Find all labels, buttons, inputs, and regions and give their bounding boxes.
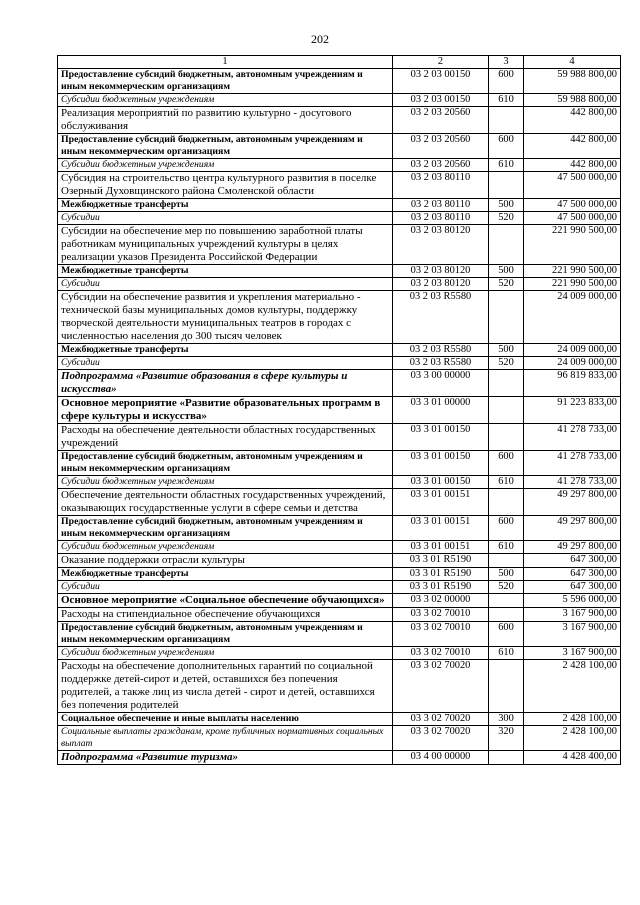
row-sum-cell: 41 278 733,00: [524, 451, 621, 476]
table-row: [58, 594, 621, 608]
table-row: [58, 489, 621, 516]
row-code-cell: 03 3 02 70010: [393, 608, 489, 622]
row-type-cell: 600: [489, 451, 524, 476]
table-row: [58, 225, 621, 265]
header-col-3: 3: [489, 56, 524, 69]
row-name-cell: Межбюджетные трансферты: [58, 199, 393, 212]
row-code-cell: 03 3 01 00150: [393, 451, 489, 476]
table-row: [58, 212, 621, 225]
row-type-cell: [489, 397, 524, 424]
table-row: [58, 581, 621, 594]
row-type-cell: 600: [489, 69, 524, 94]
row-name-cell: Субсидии бюджетным учреждениям: [58, 476, 393, 489]
row-type-cell: 600: [489, 134, 524, 159]
row-type-cell: 610: [489, 159, 524, 172]
row-sum-cell: 3 167 900,00: [524, 622, 621, 647]
table-row: [58, 541, 621, 554]
table-row: [58, 397, 621, 424]
row-type-cell: [489, 594, 524, 608]
table-row: [58, 751, 621, 765]
row-code-cell: 03 2 03 R5580: [393, 344, 489, 357]
row-code-cell: 03 3 01 00151: [393, 516, 489, 541]
row-type-cell: 520: [489, 278, 524, 291]
table-row: [58, 199, 621, 212]
row-type-cell: 520: [489, 212, 524, 225]
page-number: 202: [311, 32, 329, 46]
table-header-row: [58, 56, 621, 69]
row-name-cell: Предоставление субсидий бюджетным, автономным учреждениям и иным некоммерческим организациям: [58, 69, 393, 94]
row-type-cell: 610: [489, 541, 524, 554]
row-name-cell: Субсидии: [58, 581, 393, 594]
row-type-cell: [489, 660, 524, 713]
row-sum-cell: 49 297 800,00: [524, 516, 621, 541]
row-name-cell: Субсидии: [58, 212, 393, 225]
row-name-cell: Основное мероприятие «Развитие образовательных программ в сфере культуры и искусства»: [58, 397, 393, 424]
row-code-cell: 03 4 00 00000: [393, 751, 489, 765]
header-col-4: 4: [524, 56, 621, 69]
row-type-cell: [489, 107, 524, 134]
row-name-cell: Предоставление субсидий бюджетным, автономным учреждениям и иным некоммерческим организациям: [58, 516, 393, 541]
row-code-cell: 03 3 02 70020: [393, 713, 489, 726]
row-name-cell: Межбюджетные трансферты: [58, 344, 393, 357]
row-code-cell: 03 2 03 80110: [393, 199, 489, 212]
row-code-cell: 03 3 01 R5190: [393, 581, 489, 594]
row-type-cell: 610: [489, 94, 524, 107]
row-code-cell: 03 3 01 R5190: [393, 568, 489, 581]
row-type-cell: [489, 370, 524, 397]
table-row: [58, 608, 621, 622]
row-type-cell: [489, 291, 524, 344]
header-col-2: 2: [393, 56, 489, 69]
table-row: [58, 660, 621, 713]
row-name-cell: Реализация мероприятий по развитию культурно - досугового обслуживания: [58, 107, 393, 134]
table-row: [58, 278, 621, 291]
row-name-cell: Межбюджетные трансферты: [58, 568, 393, 581]
budget-table-body: [58, 56, 621, 765]
row-name-cell: Субсидии бюджетным учреждениям: [58, 159, 393, 172]
table-row: [58, 476, 621, 489]
row-type-cell: [489, 554, 524, 568]
row-sum-cell: 47 500 000,00: [524, 212, 621, 225]
row-name-cell: Субсидии бюджетным учреждениям: [58, 647, 393, 660]
row-type-cell: 600: [489, 622, 524, 647]
row-sum-cell: 221 990 500,00: [524, 278, 621, 291]
table-row: [58, 159, 621, 172]
row-name-cell: Субсидии: [58, 278, 393, 291]
row-sum-cell: 41 278 733,00: [524, 476, 621, 489]
row-code-cell: 03 3 01 00151: [393, 489, 489, 516]
row-sum-cell: 221 990 500,00: [524, 265, 621, 278]
table-row: [58, 622, 621, 647]
row-type-cell: [489, 172, 524, 199]
row-sum-cell: 647 300,00: [524, 581, 621, 594]
row-type-cell: [489, 489, 524, 516]
table-row: [58, 357, 621, 370]
row-type-cell: 300: [489, 713, 524, 726]
row-code-cell: 03 2 03 R5580: [393, 291, 489, 344]
row-code-cell: 03 3 02 70010: [393, 647, 489, 660]
row-name-cell: Расходы на стипендиальное обеспечение обучающихся: [58, 608, 393, 622]
row-type-cell: [489, 225, 524, 265]
row-sum-cell: 4 428 400,00: [524, 751, 621, 765]
row-type-cell: [489, 608, 524, 622]
row-sum-cell: 49 297 800,00: [524, 541, 621, 554]
row-name-cell: Субсидии: [58, 357, 393, 370]
row-code-cell: 03 2 03 R5580: [393, 357, 489, 370]
row-type-cell: 500: [489, 265, 524, 278]
row-name-cell: Расходы на обеспечение дополнительных гарантий по социальной поддержке детей-сирот и детей, оставшихся без попечения родителей, а также лиц из числа детей - сирот и детей, оставшихся без попечения родителей: [58, 660, 393, 713]
row-type-cell: 500: [489, 344, 524, 357]
row-sum-cell: 91 223 833,00: [524, 397, 621, 424]
table-row: [58, 516, 621, 541]
row-name-cell: Межбюджетные трансферты: [58, 265, 393, 278]
table-row: [58, 69, 621, 94]
table-row: [58, 94, 621, 107]
row-name-cell: Предоставление субсидий бюджетным, автономным учреждениям и иным некоммерческим организациям: [58, 622, 393, 647]
row-code-cell: 03 3 00 00000: [393, 370, 489, 397]
table-row: [58, 568, 621, 581]
row-sum-cell: 647 300,00: [524, 568, 621, 581]
table-row: [58, 726, 621, 751]
row-sum-cell: 3 167 900,00: [524, 608, 621, 622]
budget-table: [57, 55, 621, 765]
row-sum-cell: 24 009 000,00: [524, 291, 621, 344]
table-row: [58, 134, 621, 159]
row-sum-cell: 2 428 100,00: [524, 726, 621, 751]
row-sum-cell: 96 819 833,00: [524, 370, 621, 397]
row-code-cell: 03 3 01 00151: [393, 541, 489, 554]
row-type-cell: 320: [489, 726, 524, 751]
row-name-cell: Расходы на обеспечение деятельности областных государственных учреждений: [58, 424, 393, 451]
row-type-cell: 610: [489, 647, 524, 660]
row-name-cell: Социальное обеспечение и иные выплаты населению: [58, 713, 393, 726]
row-sum-cell: 24 009 000,00: [524, 344, 621, 357]
table-row: [58, 713, 621, 726]
row-code-cell: 03 3 02 70020: [393, 660, 489, 713]
row-code-cell: 03 2 03 80120: [393, 278, 489, 291]
row-name-cell: Социальные выплаты гражданам, кроме публичных нормативных социальных выплат: [58, 726, 393, 751]
table-row: [58, 647, 621, 660]
table-row: [58, 172, 621, 199]
row-name-cell: Субсидии на обеспечение развития и укрепления материально - технической базы муниципальных домов культуры, поддержку творческой деятельности муниципальных театров в городах с численностью населения до 300 тысяч человек: [58, 291, 393, 344]
table-row: [58, 424, 621, 451]
row-name-cell: Основное мероприятие «Социальное обеспечение обучающихся»: [58, 594, 393, 608]
row-name-cell: Оказание поддержки отрасли культуры: [58, 554, 393, 568]
row-sum-cell: 442 800,00: [524, 134, 621, 159]
row-sum-cell: 24 009 000,00: [524, 357, 621, 370]
row-name-cell: Подпрограмма «Развитие образования в сфере культуры и искусства»: [58, 370, 393, 397]
row-sum-cell: 47 500 000,00: [524, 172, 621, 199]
row-code-cell: 03 3 01 00150: [393, 476, 489, 489]
row-sum-cell: 41 278 733,00: [524, 424, 621, 451]
header-col-1: 1: [58, 56, 393, 69]
row-code-cell: 03 2 03 80110: [393, 172, 489, 199]
row-type-cell: 520: [489, 357, 524, 370]
row-code-cell: 03 3 02 70010: [393, 622, 489, 647]
table-row: [58, 107, 621, 134]
row-name-cell: Субсидии бюджетным учреждениям: [58, 541, 393, 554]
row-sum-cell: 3 167 900,00: [524, 647, 621, 660]
row-sum-cell: 647 300,00: [524, 554, 621, 568]
row-sum-cell: 59 988 800,00: [524, 94, 621, 107]
row-sum-cell: 442 800,00: [524, 159, 621, 172]
row-type-cell: 500: [489, 568, 524, 581]
table-row: [58, 265, 621, 278]
row-name-cell: Субсидия на строительство центра культурного развития в поселке Озерный Духовщинского района Смоленской области: [58, 172, 393, 199]
row-name-cell: Подпрограмма «Развитие туризма»: [58, 751, 393, 765]
row-code-cell: 03 3 02 70020: [393, 726, 489, 751]
table-row: [58, 370, 621, 397]
row-code-cell: 03 2 03 20560: [393, 159, 489, 172]
row-sum-cell: 47 500 000,00: [524, 199, 621, 212]
table-row: [58, 451, 621, 476]
row-code-cell: 03 2 03 80110: [393, 212, 489, 225]
row-sum-cell: 5 596 000,00: [524, 594, 621, 608]
row-code-cell: 03 2 03 20560: [393, 134, 489, 159]
row-sum-cell: 2 428 100,00: [524, 713, 621, 726]
row-type-cell: 500: [489, 199, 524, 212]
row-code-cell: 03 3 01 R5190: [393, 554, 489, 568]
row-name-cell: Предоставление субсидий бюджетным, автономным учреждениям и иным некоммерческим организациям: [58, 451, 393, 476]
row-code-cell: 03 2 03 00150: [393, 94, 489, 107]
row-sum-cell: 221 990 500,00: [524, 225, 621, 265]
row-sum-cell: 2 428 100,00: [524, 660, 621, 713]
row-sum-cell: 442 800,00: [524, 107, 621, 134]
row-name-cell: Обеспечение деятельности областных государственных учреждений, оказывающих государственные услуги в сфере семьи и детства: [58, 489, 393, 516]
row-name-cell: Субсидии бюджетным учреждениям: [58, 94, 393, 107]
row-type-cell: 610: [489, 476, 524, 489]
row-type-cell: [489, 424, 524, 451]
table-row: [58, 554, 621, 568]
table-row: [58, 291, 621, 344]
row-code-cell: 03 2 03 80120: [393, 225, 489, 265]
row-sum-cell: 59 988 800,00: [524, 69, 621, 94]
row-code-cell: 03 3 02 00000: [393, 594, 489, 608]
row-name-cell: Предоставление субсидий бюджетным, автономным учреждениям и иным некоммерческим организациям: [58, 134, 393, 159]
row-type-cell: 520: [489, 581, 524, 594]
row-name-cell: Субсидии на обеспечение мер по повышению заработной платы работникам муниципальных учреждений культуры в целях реализации указов Президента Российской Федерации: [58, 225, 393, 265]
row-code-cell: 03 3 01 00000: [393, 397, 489, 424]
row-code-cell: 03 3 01 00150: [393, 424, 489, 451]
table-row: [58, 344, 621, 357]
row-code-cell: 03 2 03 00150: [393, 69, 489, 94]
row-sum-cell: 49 297 800,00: [524, 489, 621, 516]
row-code-cell: 03 2 03 80120: [393, 265, 489, 278]
row-type-cell: 600: [489, 516, 524, 541]
row-code-cell: 03 2 03 20560: [393, 107, 489, 134]
row-type-cell: [489, 751, 524, 765]
